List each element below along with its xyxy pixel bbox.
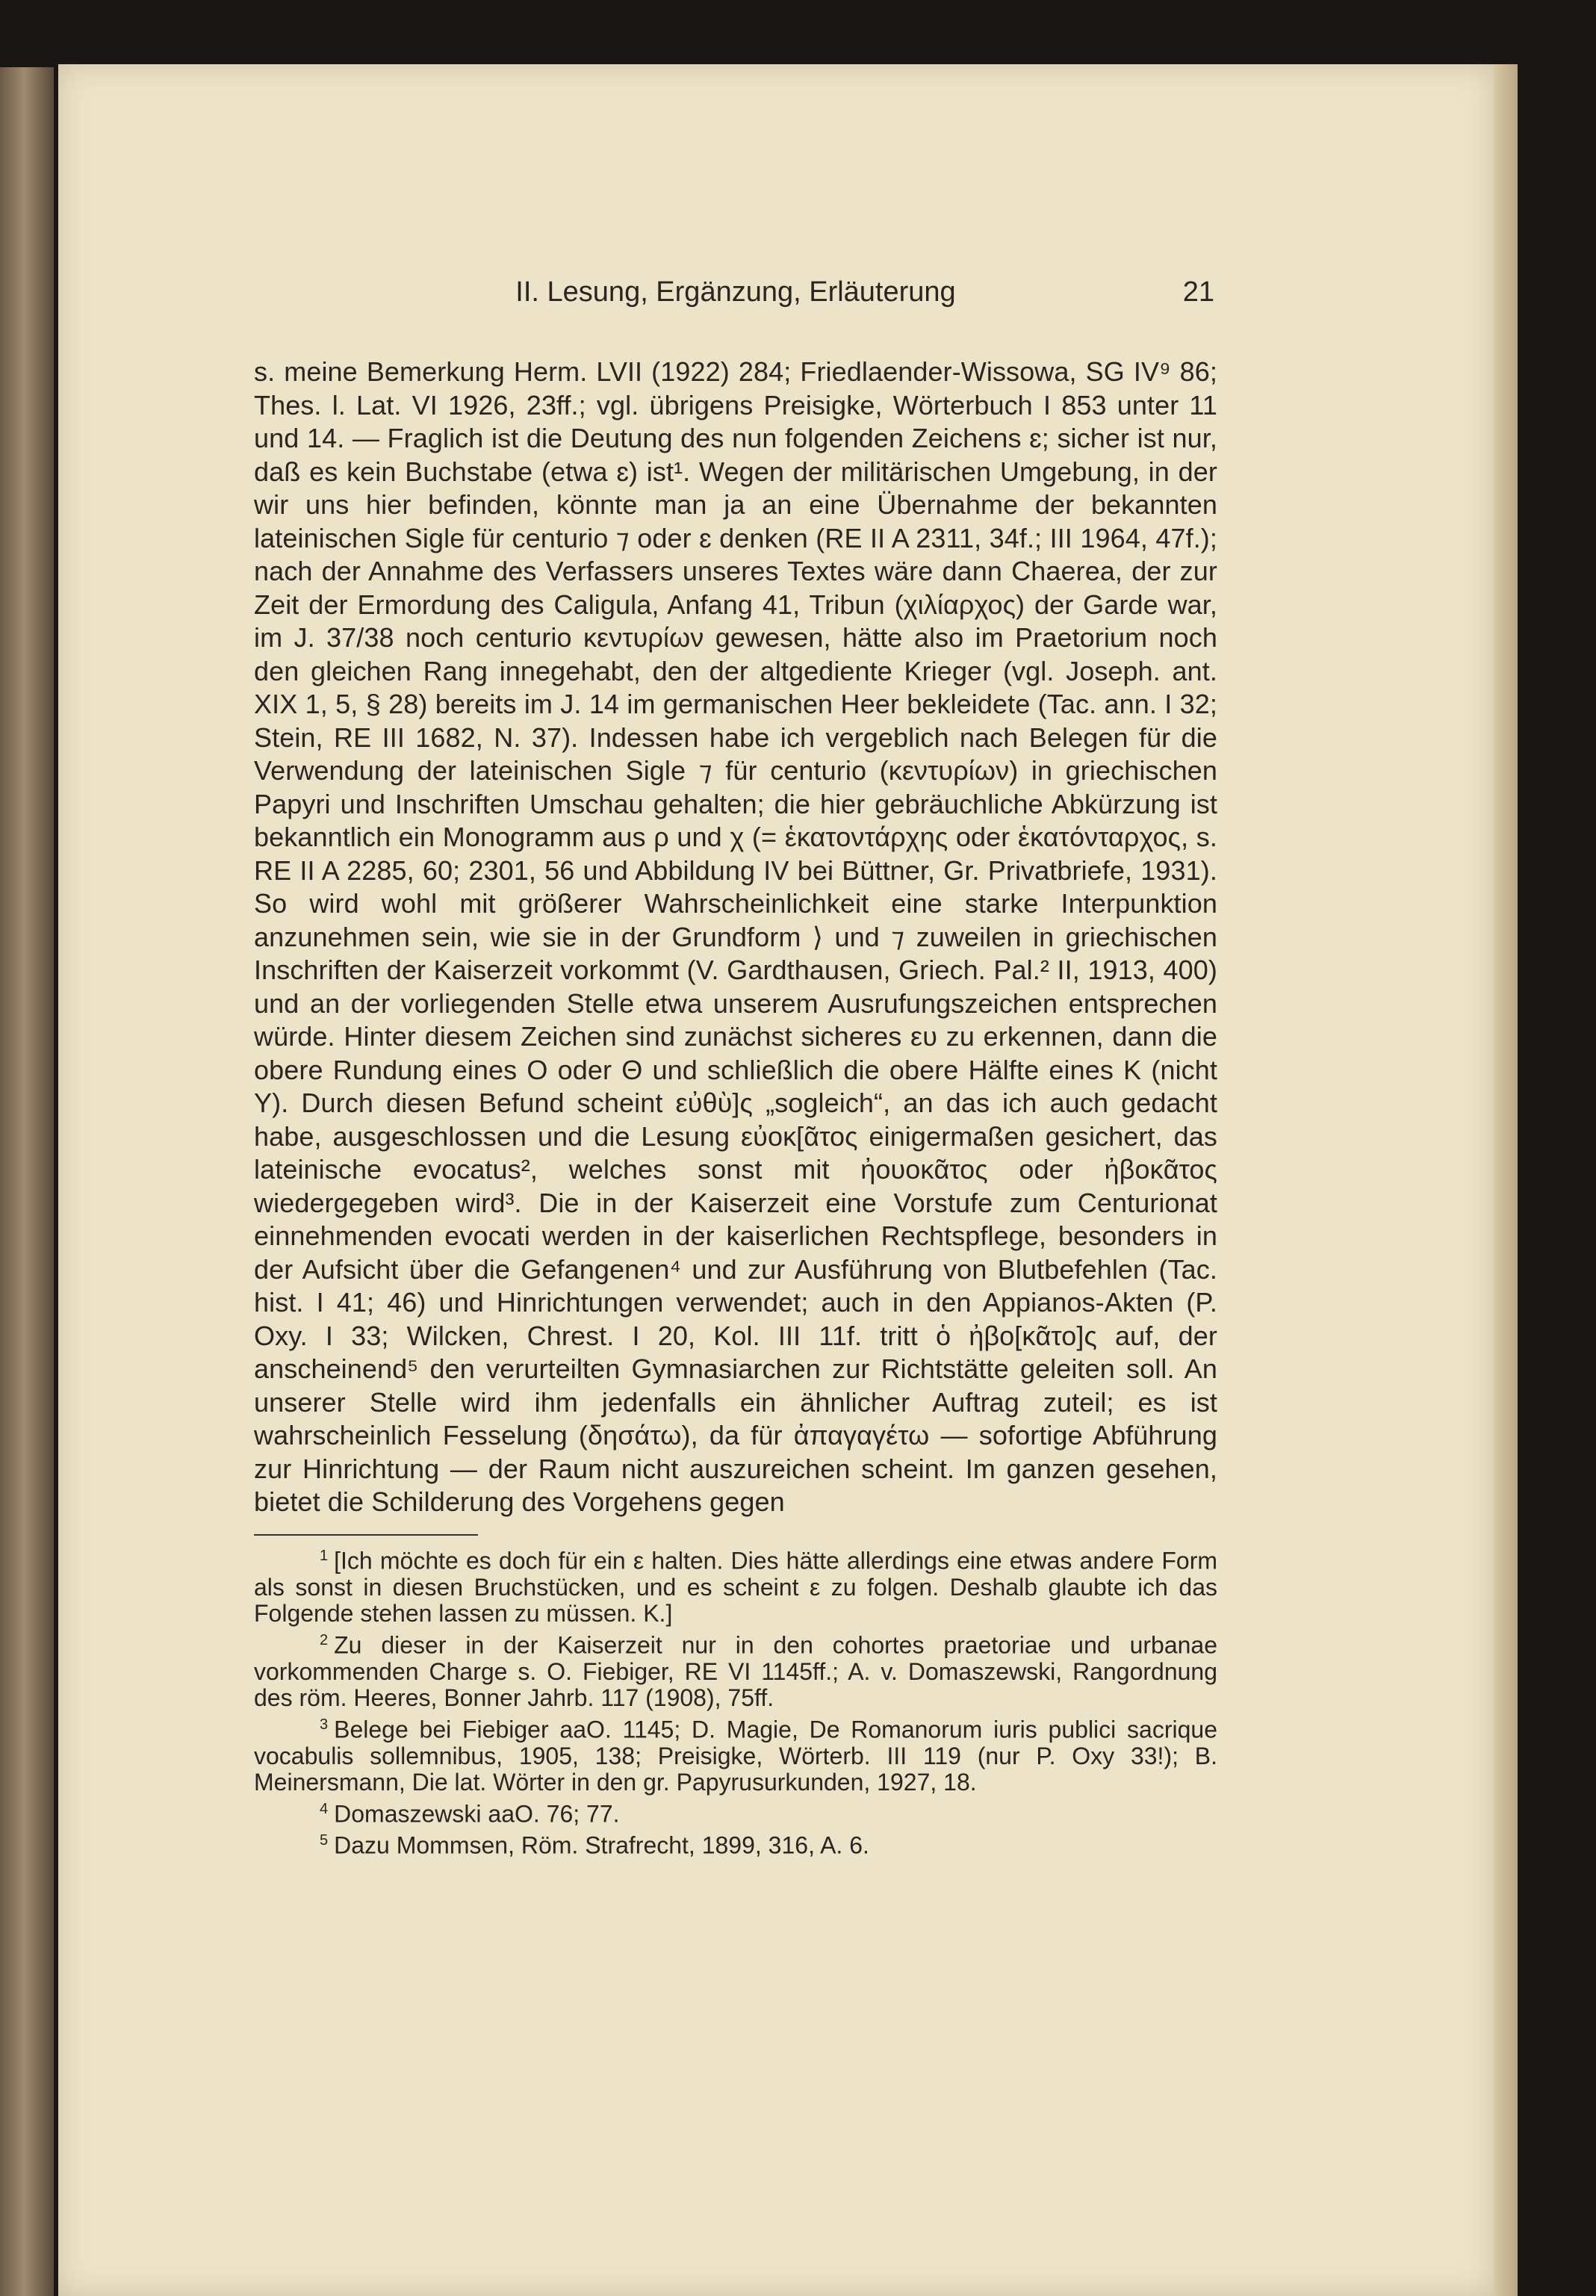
footnote-number: 1 — [320, 1547, 329, 1564]
facing-page-edge — [0, 67, 54, 2296]
footnote-number: 3 — [320, 1716, 329, 1733]
footnote-1 — [254, 1543, 1217, 1628]
page-content — [254, 276, 1217, 1859]
footnote-divider — [254, 1534, 478, 1536]
main-text — [254, 356, 1217, 1519]
footnote-text: [Ich möchte es doch für ein ε halten. Dies hätte allerdings eine etwas andere Form als sonst in diesen Bruchstücken, und es scheint ε zu folgen. Deshalb glaubte ich das Folgende stehen lassen zu müssen. K.] — [254, 1547, 1217, 1628]
footnote-text: Zu dieser in der Kaiserzeit nur in den cohortes praetoriae und urbanae vorkommenden Charge s. O. Fiebiger, RE VI 1145ff.; A. v. Domaszewski, Rangordnung des röm. Heeres, Bonner Jahrb. 117 (1908), 75ff. — [254, 1631, 1217, 1712]
footnote-3 — [254, 1712, 1217, 1796]
running-head — [254, 276, 1217, 321]
footnote-text: Belege bei Fiebiger aaO. 1145; D. Magie, De Romanorum iuris publici sacrique vocabulis sollemnibus, 1905, 138; Preisigke, Wörterb. III 119 (nur P. Oxy 33!); B. Meinersmann, Die lat. Wörter in den gr. Papyrusurkunden, 1927, 18. — [254, 1716, 1217, 1796]
body-paragraph: s. meine Bemerkung Herm. LVII (1922) 284; Friedlaender-Wissowa, SG IV⁹ 86; Thes. l. Lat. VI 1926, 23ff.; vgl. übrigens Preisigke, Wörterbuch I 853 unter 11 und 14. — Fraglich ist die Deutung des nun folgenden Zeichens ɛ; sicher ist nur, daß es kein Buchstabe (etwa ɛ) ist¹. Wegen der militärischen Umgebung, in der wir uns hier befinden, könnte man ja an eine Übernahme der bekannten lateinischen Sigle für centurio ⁊ oder ɛ denken (RE II A 2311, 34f.; III 1964, 47f.); nach der Annahme des Verfassers unseres Textes wäre dann Chaerea, der zur Zeit der Ermordung des Caligula, Anfang 41, Tribun (χιλίαρχος) der Garde war, im J. 37/38 noch centurio κεντυρίων gewesen, hätte also im Praetorium noch den gleichen Rang innegehabt, den der altgediente Krieger (vgl. Joseph. ant. XIX 1, 5, § 28) bereits im J. 14 im germanischen Heer bekleidete (Tac. ann. I 32; Stein, RE III 1682, N. 37). Indessen habe ich vergeblich nach Belegen für die Verwendung der lateinischen Sigle ⁊ für centurio (κεντυρίων) in griechischen Papyri und Inschriften Umschau gehalten; die hier gebräuchliche Abkürzung ist bekanntlich ein Monogramm aus ρ und χ (= ἑκατοντάρχης oder ἑκατόνταρχος, s. RE II A 2285, 60; 2301, 56 und Abbildung IV bei Büttner, Gr. Privatbriefe, 1931). So wird wohl mit größerer Wahrscheinlichkeit eine starke Interpunktion anzunehmen sein, wie sie in der Grundform ⟩ und ⁊ zuweilen in griechischen Inschriften der Kaiserzeit vorkommt (V. Gardthausen, Griech. Pal.² II, 1913, 400) und an der vorliegenden Stelle etwa unserem Ausrufungszeichen entsprechen würde. Hinter diesem Zeichen sind zunächst sicheres ευ zu erkennen, dann die obere Rundung eines O oder Θ und schließlich die obere Hälfte eines K (nicht Υ). Durch diesen Befund scheint εὐθὺ]ς „sogleich“, an das ich auch gedacht habe, ausgeschlossen und die Lesung εὐοκ[ᾶτος einigermaßen gesichert, das lateinische evocatus², welches sonst mit ἠουοκᾶτος oder ἠβοκᾶτος wiedergegeben wird³. Die in der Kaiserzeit eine Vorstufe zum Centurionat einnehmenden evocati werden in der kaiserlichen Rechtspflege, besonders in der Aufsicht über die Gefangenen⁴ und zur Ausführung von Blutbefehlen (Tac. hist. I 41; 46) und Hinrichtungen verwendet; auch in den Appianos-Akten (P. Oxy. I 33; Wilcken, Chrest. I 20, Kol. III 11f. tritt ὁ ἠβο[κᾶτο]ς auf, der anscheinend⁵ den verurteilten Gymnasiarchen zur Richtstätte geleiten soll. An unserer Stelle wird ihm jedenfalls ein ähnlicher Auftrag zuteil; es ist wahrscheinlich Fesselung (δησάτω), da für ἀπαγαγέτω — sofortige Abführung zur Hinrichtung — der Raum nicht auszureichen scheint. Im ganzen gesehen, bietet die Schilderung des Vorgehens gegen — [254, 356, 1217, 1517]
footnote-text: Dazu Mommsen, Röm. Strafrecht, 1899, 316, A. 6. — [334, 1831, 869, 1859]
footnote-text: Domaszewski aaO. 76; 77. — [334, 1800, 620, 1828]
footnote-2 — [254, 1628, 1217, 1712]
footnotes — [254, 1543, 1217, 1860]
footnote-number: 5 — [320, 1832, 329, 1849]
page-number: 21 — [1182, 276, 1214, 308]
footnote-5 — [254, 1828, 1217, 1859]
page-edge-right — [1494, 64, 1518, 2296]
footnote-number: 4 — [320, 1800, 329, 1817]
scan-top-border — [52, 0, 1531, 63]
chapter-title: II. Lesung, Ergänzung, Erläuterung — [515, 276, 956, 308]
footnote-number: 2 — [320, 1631, 329, 1648]
footnote-4 — [254, 1796, 1217, 1828]
